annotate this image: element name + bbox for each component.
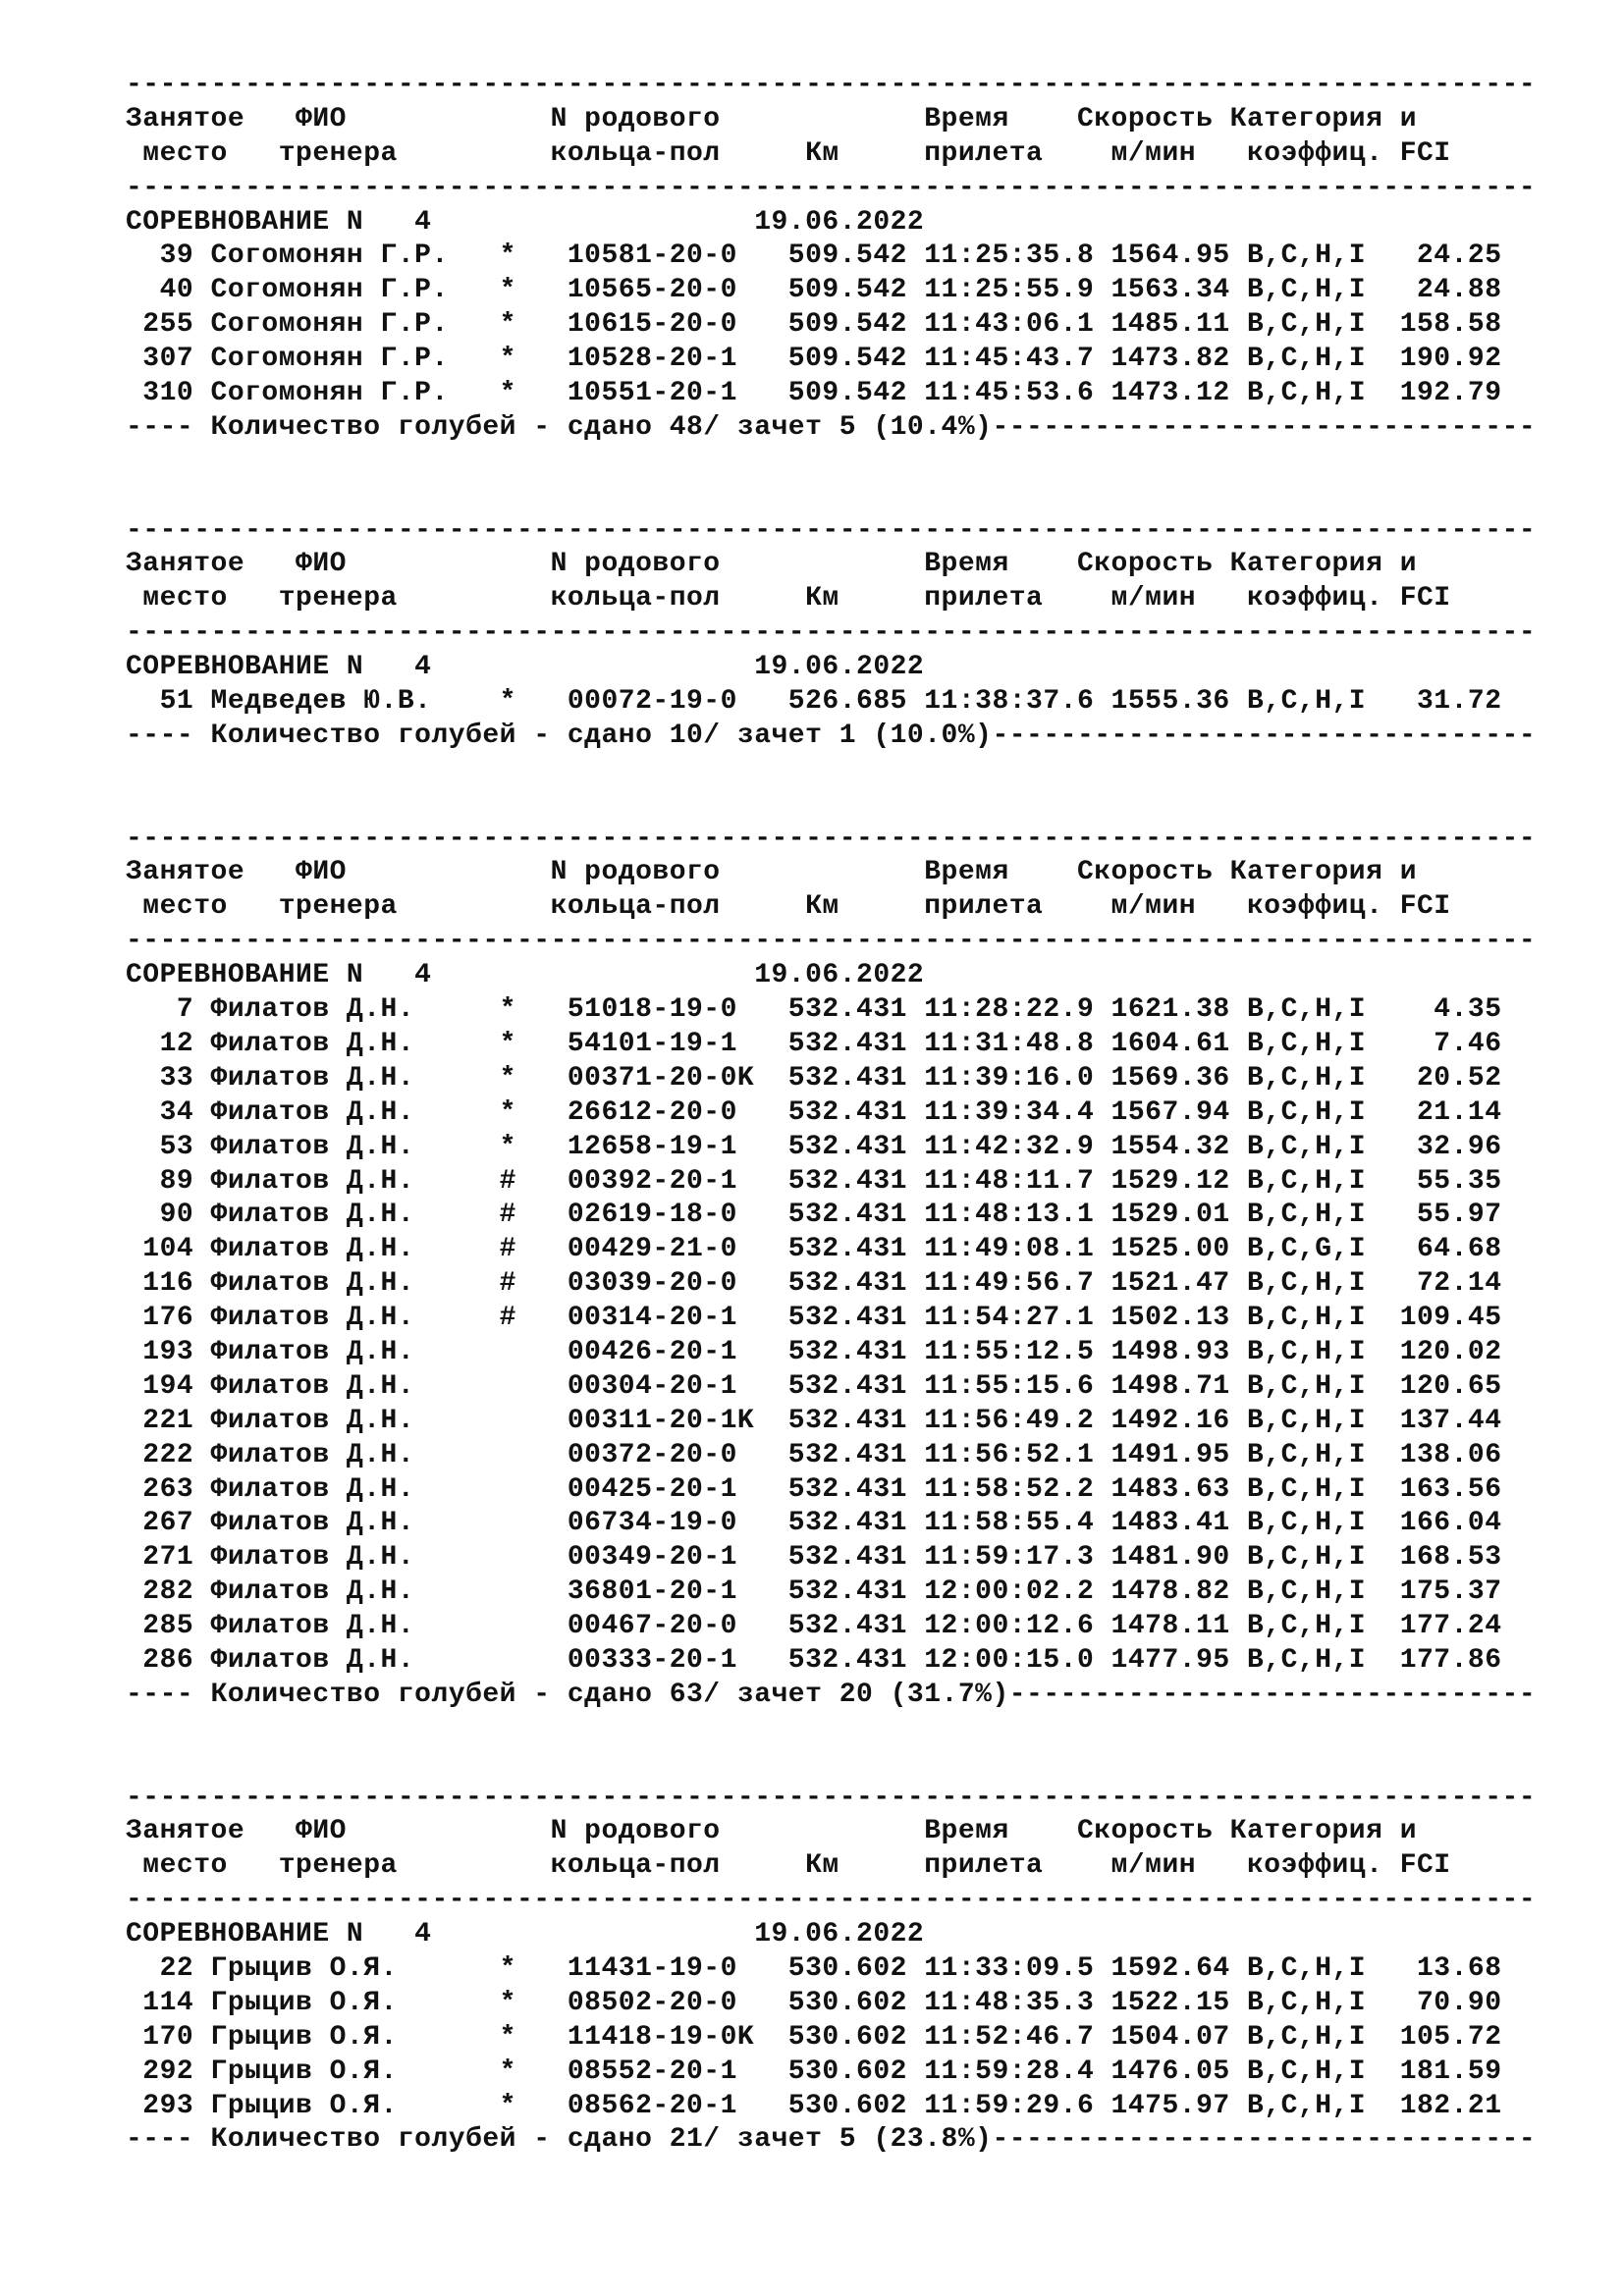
- header-line-2: место тренера кольца-пол Км прилета м/мин коэффиц. FCI: [126, 891, 1451, 923]
- separator-line: -----------------------------------------------------------------------------------: [126, 172, 1537, 203]
- result-row: 193 Филатов Д.Н. 00426-20-1 532.431 11:55:12.5 1498.93 B,C,H,I 120.02: [126, 1336, 1502, 1367]
- result-row: 116 Филатов Д.Н. # 03039-20-0 532.431 11:49:56.7 1521.47 B,C,H,I 72.14: [126, 1268, 1502, 1300]
- separator-line: -----------------------------------------------------------------------------------: [126, 926, 1537, 957]
- result-row: 90 Филатов Д.Н. # 02619-18-0 532.431 11:48:13.1 1529.01 B,C,H,I 55.97: [126, 1200, 1502, 1231]
- blank-line: [126, 754, 1598, 788]
- result-row: 104 Филатов Д.Н. # 00429-21-0 532.431 11:49:08.1 1525.00 B,C,G,I 64.68: [126, 1234, 1502, 1265]
- separator-line: -----------------------------------------------------------------------------------: [126, 617, 1537, 649]
- separator-line: -----------------------------------------------------------------------------------: [126, 823, 1537, 854]
- result-row: 194 Филатов Д.Н. 00304-20-1 532.431 11:55:15.6 1498.71 B,C,H,I 120.65: [126, 1370, 1502, 1402]
- result-row: 22 Грыцив О.Я. * 11431-19-0 530.602 11:33:09.5 1592.64 B,C,H,I 13.68: [126, 1952, 1502, 1984]
- result-row: 285 Филатов Д.Н. 00467-20-0 532.431 12:00:12.6 1478.11 B,C,H,I 177.24: [126, 1611, 1502, 1642]
- result-row: 286 Филатов Д.Н. 00333-20-1 532.431 12:00:15.0 1477.95 B,C,H,I 177.86: [126, 1644, 1502, 1676]
- header-line-2: место тренера кольца-пол Км прилета м/мин коэффиц. FCI: [126, 137, 1451, 169]
- result-row: 40 Согомонян Г.Р. * 10565-20-0 509.542 11:25:55.9 1563.34 B,C,H,I 24.88: [126, 275, 1502, 306]
- separator-line: -----------------------------------------------------------------------------------: [126, 1782, 1537, 1813]
- summary-line: ---- Количество голубей - сдано 21/ зачет 5 (23.8%)--------------------------------: [126, 2124, 1537, 2156]
- result-section: [126, 1782, 1598, 2159]
- header-line-2: место тренера кольца-пол Км прилета м/мин коэффиц. FCI: [126, 583, 1451, 614]
- result-row: 114 Грыцив О.Я. * 08502-20-0 530.602 11:48:35.3 1522.15 B,C,H,I 70.90: [126, 1987, 1502, 2018]
- separator-line: -----------------------------------------------------------------------------------: [126, 70, 1537, 100]
- header-line-1: Занятое ФИО N родового Время Скорость Категория и: [126, 549, 1418, 580]
- header-line-1: Занятое ФИО N родового Время Скорость Категория и: [126, 103, 1418, 134]
- result-row: 170 Грыцив О.Я. * 11418-19-0K 530.602 11:52:46.7 1504.07 B,C,H,I 105.72: [126, 2021, 1502, 2053]
- result-row: 263 Филатов Д.Н. 00425-20-1 532.431 11:58:52.2 1483.63 B,C,H,I 163.56: [126, 1473, 1502, 1505]
- result-row: 89 Филатов Д.Н. # 00392-20-1 532.431 11:48:11.7 1529.12 B,C,H,I 55.35: [126, 1165, 1502, 1197]
- separator-line: -----------------------------------------------------------------------------------: [126, 514, 1537, 546]
- blank-line: [126, 480, 1598, 514]
- competition-line: СОРЕВНОВАНИЕ N 4 19.06.2022: [126, 206, 925, 238]
- separator-line: -----------------------------------------------------------------------------------: [126, 1885, 1537, 1916]
- result-row: 271 Филатов Д.Н. 00349-20-1 532.431 11:59:17.3 1481.90 B,C,H,I 168.53: [126, 1542, 1502, 1574]
- result-row: 222 Филатов Д.Н. 00372-20-0 532.431 11:56:52.1 1491.95 B,C,H,I 138.06: [126, 1439, 1502, 1470]
- result-row: 307 Согомонян Г.Р. * 10528-20-1 509.542 11:45:43.7 1473.82 B,C,H,I 190.92: [126, 344, 1502, 375]
- competition-line: СОРЕВНОВАНИЕ N 4 19.06.2022: [126, 960, 925, 991]
- competition-line: СОРЕВНОВАНИЕ N 4 19.06.2022: [126, 652, 925, 683]
- summary-line: ---- Количество голубей - сдано 48/ зачет 5 (10.4%)--------------------------------: [126, 411, 1537, 443]
- summary-line: ---- Количество голубей - сдано 10/ зачет 1 (10.0%)--------------------------------: [126, 720, 1537, 751]
- blank-line: [126, 788, 1598, 823]
- result-row: 292 Грыцив О.Я. * 08552-20-1 530.602 11:59:28.4 1476.05 B,C,H,I 181.59: [126, 2056, 1502, 2087]
- result-row: 7 Филатов Д.Н. * 51018-19-0 532.431 11:28:22.9 1621.38 B,C,H,I 4.35: [126, 994, 1502, 1026]
- blank-line: [126, 1747, 1598, 1782]
- result-row: 12 Филатов Д.Н. * 54101-19-1 532.431 11:31:48.8 1604.61 B,C,H,I 7.46: [126, 1028, 1502, 1059]
- result-row: 221 Филатов Д.Н. 00311-20-1K 532.431 11:56:49.2 1492.16 B,C,H,I 137.44: [126, 1405, 1502, 1436]
- result-row: 34 Филатов Д.Н. * 26612-20-0 532.431 11:39:34.4 1567.94 B,C,H,I 21.14: [126, 1096, 1502, 1128]
- result-section: [126, 514, 1598, 754]
- result-row: 282 Филатов Д.Н. 36801-20-1 532.431 12:00:02.2 1478.82 B,C,H,I 175.37: [126, 1576, 1502, 1608]
- result-section: [126, 823, 1598, 1713]
- header-line-1: Занятое ФИО N родового Время Скорость Категория и: [126, 857, 1418, 888]
- header-line-1: Занятое ФИО N родового Время Скорость Категория и: [126, 1816, 1418, 1847]
- result-row: 255 Согомонян Г.Р. * 10615-20-0 509.542 11:43:06.1 1485.11 B,C,H,I 158.58: [126, 309, 1502, 341]
- blank-line: [126, 1713, 1598, 1747]
- result-row: 293 Грыцив О.Я. * 08562-20-1 530.602 11:59:29.6 1475.97 B,C,H,I 182.21: [126, 2090, 1502, 2121]
- result-section: [126, 69, 1598, 446]
- result-row: 33 Филатов Д.Н. * 00371-20-0K 532.431 11:39:16.0 1569.36 B,C,H,I 20.52: [126, 1062, 1502, 1094]
- result-row: 51 Медведев Ю.В. * 00072-19-0 526.685 11:38:37.6 1555.36 B,C,H,I 31.72: [126, 686, 1502, 718]
- result-row: 39 Согомонян Г.Р. * 10581-20-0 509.542 11:25:35.8 1564.95 B,C,H,I 24.25: [126, 240, 1502, 272]
- result-row: 176 Филатов Д.Н. # 00314-20-1 532.431 11:54:27.1 1502.13 B,C,H,I 109.45: [126, 1303, 1502, 1334]
- summary-line: ---- Количество голубей - сдано 63/ зачет 20 (31.7%)-------------------------------: [126, 1679, 1537, 1710]
- result-row: 310 Согомонян Г.Р. * 10551-20-1 509.542 11:45:53.6 1473.12 B,C,H,I 192.79: [126, 378, 1502, 409]
- results-document: [126, 69, 1598, 2158]
- header-line-2: место тренера кольца-пол Км прилета м/мин коэффиц. FCI: [126, 1850, 1451, 1882]
- result-row: 267 Филатов Д.Н. 06734-19-0 532.431 11:58:55.4 1483.41 B,C,H,I 166.04: [126, 1508, 1502, 1539]
- competition-line: СОРЕВНОВАНИЕ N 4 19.06.2022: [126, 1919, 925, 1950]
- result-row: 53 Филатов Д.Н. * 12658-19-1 532.431 11:42:32.9 1554.32 B,C,H,I 32.96: [126, 1131, 1502, 1162]
- blank-line: [126, 446, 1598, 480]
